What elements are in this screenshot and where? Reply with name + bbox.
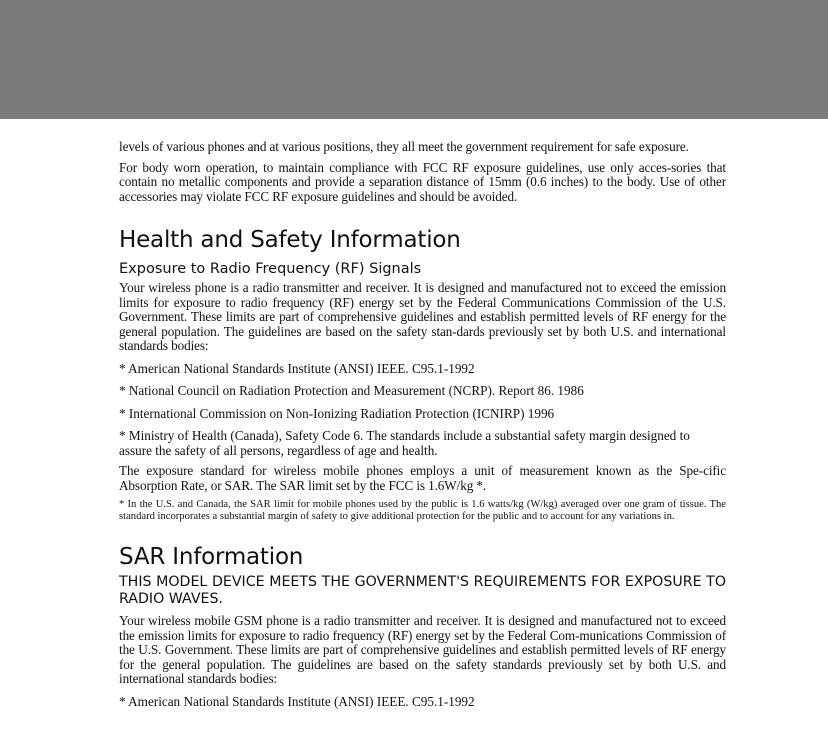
- intro-paragraph-2: For body worn operation, to maintain compliance with FCC RF exposure guidelines, use only acces-sories that contain no metallic components and provide a separation distance of 15mm (0.6 inches) to the body. Use of other accessories may violate FCC RF exposure guidelines and should be avoided.: [119, 159, 726, 204]
- intro-paragraph-1: levels of various phones and at various positions, they all meet the government requirement for safe exposure.: [119, 139, 689, 154]
- standard-bullet-ansi: * American National Standards Institute (ANSI) IEEE. C95.1-1992: [119, 360, 475, 376]
- standard-bullet-ncrp: * National Council on Radiation Protection and Measurement (NCRP). Report 86. 1986: [119, 383, 584, 398]
- health-safety-heading: Health and Safety Information: [119, 227, 461, 253]
- sar-compliance-statement: THIS MODEL DEVICE MEETS THE GOVERNMENT'S REQUIREMENTS FOR EXPOSURE TO RADIO WAVES.: [119, 574, 726, 607]
- standard-bullet-icnirp: * International Commission on Non-Ionizing Radiation Protection (ICNIRP) 1996: [119, 405, 555, 421]
- health-paragraph-2: The exposure standard for wireless mobile phones employs a unit of measurement known as the Spe-cific Absorption Rate, or SAR. The SAR limit set by the FCC is 1.6W/kg *.: [119, 463, 726, 493]
- rf-exposure-subheading: Exposure to Radio Frequency (RF) Signals: [119, 261, 422, 277]
- page-header-band: [0, 0, 828, 119]
- document-content: [119, 140, 726, 709]
- standard-bullet-health-canada: * Ministry of Health (Canada), Safety Code 6. The standards include a substantial safety margin designed to assure the safety of all persons, regardless of age and health.: [119, 428, 690, 458]
- health-paragraph-1: Your wireless phone is a radio transmitter and receiver. It is designed and manufactured not to exceed the emission limits for exposure to radio frequency (RF) energy set by the Federal Communications Commission of the U.S. Government. These limits are part of comprehensive guidelines and establish permitted levels of RF energy for the general population. The guidelines are based on the safety stan-dards previously set by both U.S. and international standards bodies:: [119, 280, 726, 353]
- sar-information-heading: SAR Information: [119, 544, 304, 570]
- sar-bullet-ansi: * American National Standards Institute (ANSI) IEEE. C95.1-1992: [119, 693, 475, 709]
- sar-footnote: * In the U.S. and Canada, the SAR limit for mobile phones used by the public is 1.6 watts/kg (W/kg) averaged over one gram of tissue. The standard incorporates a substantial margin of safety to give additional protection for the public and to account for any variations in.: [119, 499, 726, 522]
- sar-paragraph-1: Your wireless mobile GSM phone is a radio transmitter and receiver. It is designed and manufactured not to exceed the emission limits for exposure to radio frequency (RF) energy set by the Federal Com-munications Commission of the U.S. Government. These limits are part of comprehensive guidelines and establish permitted levels of RF energy for the general population. The guidelines are based on the safety standards previously set by both U.S. and international standards bodies:: [119, 613, 726, 686]
